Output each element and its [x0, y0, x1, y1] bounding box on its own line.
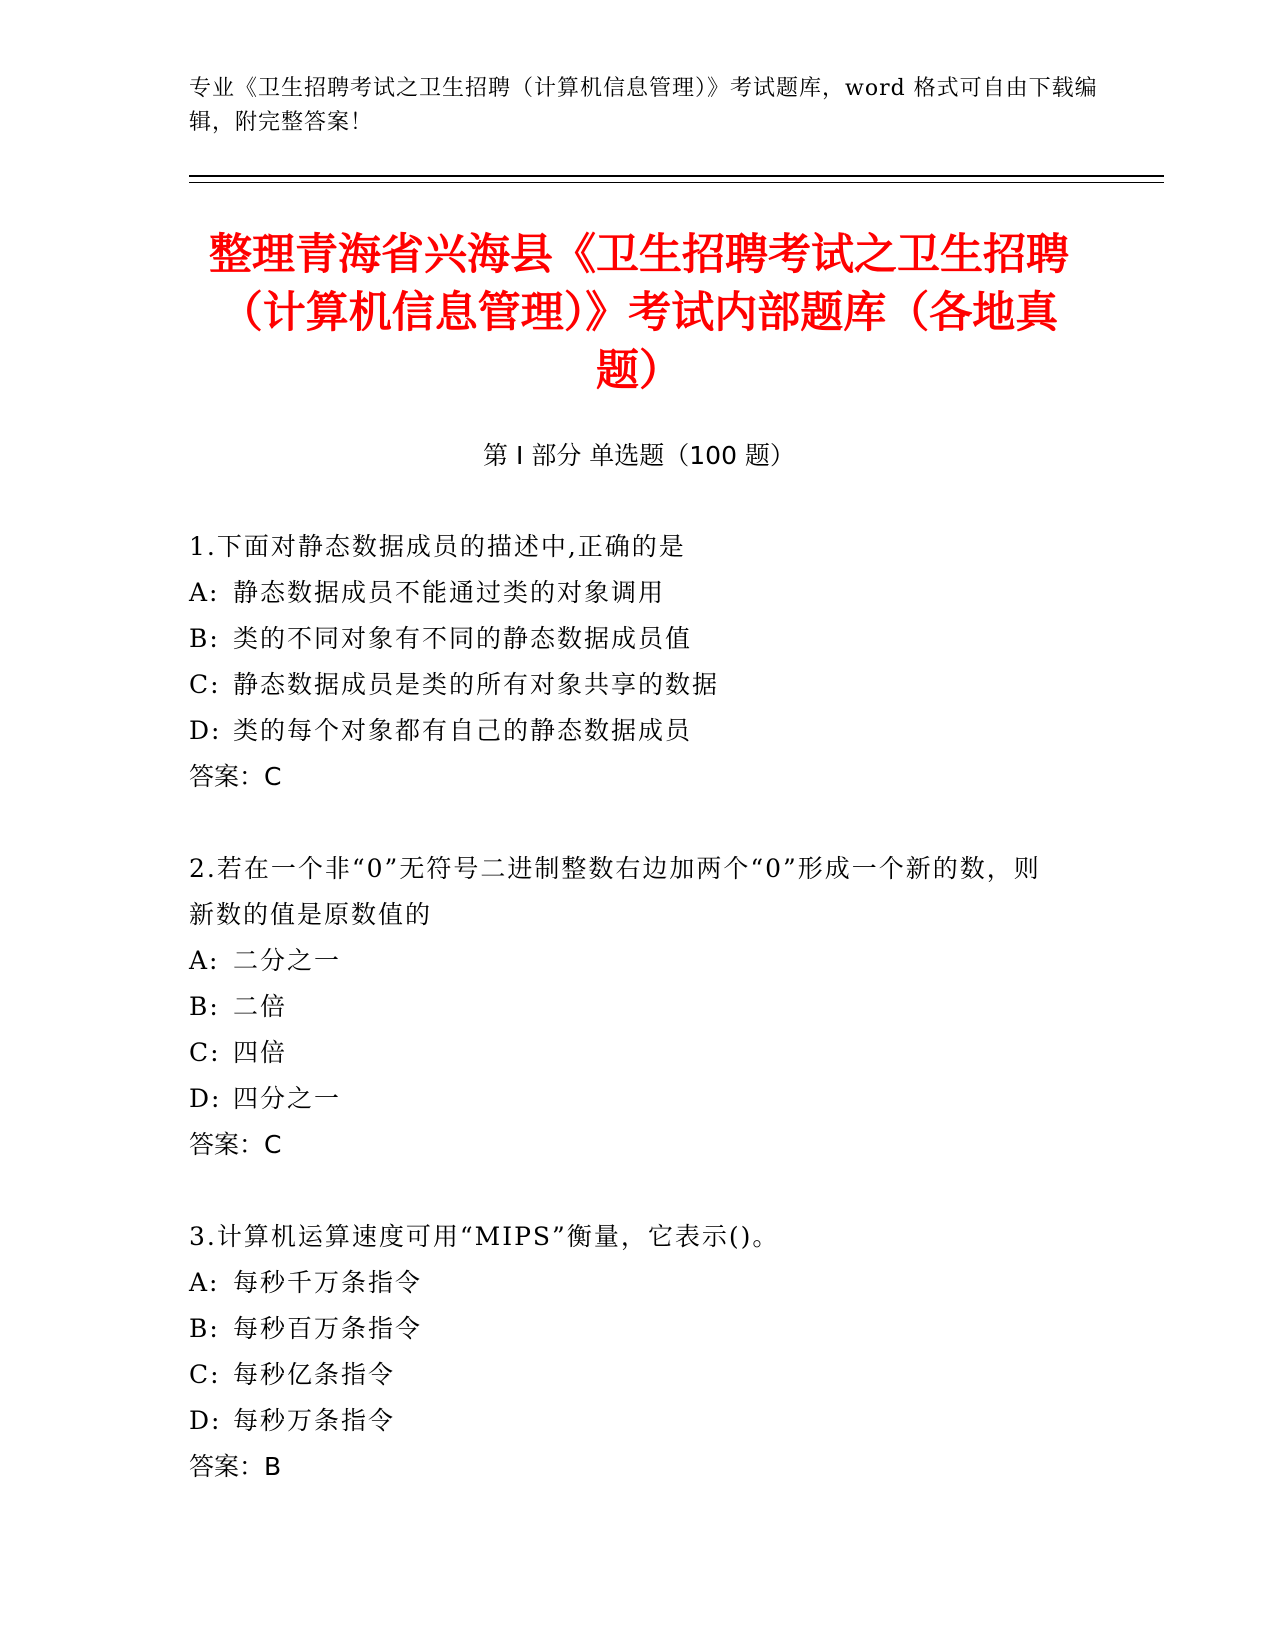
- option-label: B:: [189, 992, 220, 1021]
- document-title: 整理青海省兴海县《卫生招聘考试之卫生招聘（计算机信息管理）》考试内部题库（各地真题）: [209, 230, 1069, 396]
- header-note: 专业《卫生招聘考试之卫生招聘（计算机信息管理）》考试题库，word 格式可自由下载编辑，附完整答案！: [189, 76, 1098, 135]
- option-a: [189, 570, 1089, 616]
- option-a: [189, 1260, 1089, 1306]
- option-label: A:: [189, 578, 220, 607]
- option-text: 四倍: [233, 1038, 288, 1067]
- option-label: B:: [189, 624, 220, 653]
- option-d: [189, 1076, 1089, 1122]
- question-3: [189, 1214, 1089, 1490]
- question-stem: 2.若在一个非“0”无符号二进制整数右边加两个“0”形成一个新的数，则新数的值是原数值的: [189, 854, 1041, 929]
- option-c: [189, 1352, 1089, 1398]
- option-label: C:: [189, 1038, 221, 1067]
- option-label: D:: [189, 1084, 222, 1113]
- option-a: [189, 938, 1089, 984]
- answer: 答案：C: [189, 1130, 282, 1159]
- option-label: D:: [189, 716, 222, 745]
- option-text: 每秒百万条指令: [233, 1314, 423, 1343]
- option-c: [189, 662, 1089, 708]
- option-text: 二倍: [233, 992, 288, 1021]
- option-label: C:: [189, 670, 221, 699]
- header-rule-thin: [189, 182, 1164, 183]
- option-d: [189, 1398, 1089, 1444]
- option-text: 每秒万条指令: [233, 1406, 396, 1435]
- option-b: [189, 616, 1089, 662]
- option-text: 每秒千万条指令: [233, 1268, 423, 1297]
- option-text: 每秒亿条指令: [233, 1360, 396, 1389]
- answer: 答案：B: [189, 1452, 282, 1481]
- option-label: D:: [189, 1406, 222, 1435]
- option-text: 四分之一: [233, 1084, 342, 1113]
- option-c: [189, 1030, 1089, 1076]
- option-b: [189, 984, 1089, 1030]
- option-text: 类的每个对象都有自己的静态数据成员: [233, 716, 693, 745]
- option-text: 二分之一: [233, 946, 342, 975]
- question-1: [189, 524, 1089, 800]
- section-title: 第 I 部分 单选题（100 题）: [483, 441, 795, 470]
- header-rule-thick: [189, 175, 1164, 177]
- option-text: 静态数据成员不能通过类的对象调用: [233, 578, 666, 607]
- option-d: [189, 708, 1089, 754]
- question-list: [189, 524, 1089, 1536]
- option-text: 类的不同对象有不同的静态数据成员值: [233, 624, 693, 653]
- question-2: [189, 846, 1089, 1168]
- option-label: B:: [189, 1314, 220, 1343]
- option-text: 静态数据成员是类的所有对象共享的数据: [233, 670, 720, 699]
- option-label: A:: [189, 1268, 220, 1297]
- option-b: [189, 1306, 1089, 1352]
- question-stem: 1.下面对静态数据成员的描述中,正确的是: [189, 532, 686, 561]
- option-label: A:: [189, 946, 220, 975]
- answer: 答案：C: [189, 762, 282, 791]
- option-label: C:: [189, 1360, 221, 1389]
- question-stem: 3.计算机运算速度可用“MIPS”衡量，它表示()。: [189, 1222, 780, 1251]
